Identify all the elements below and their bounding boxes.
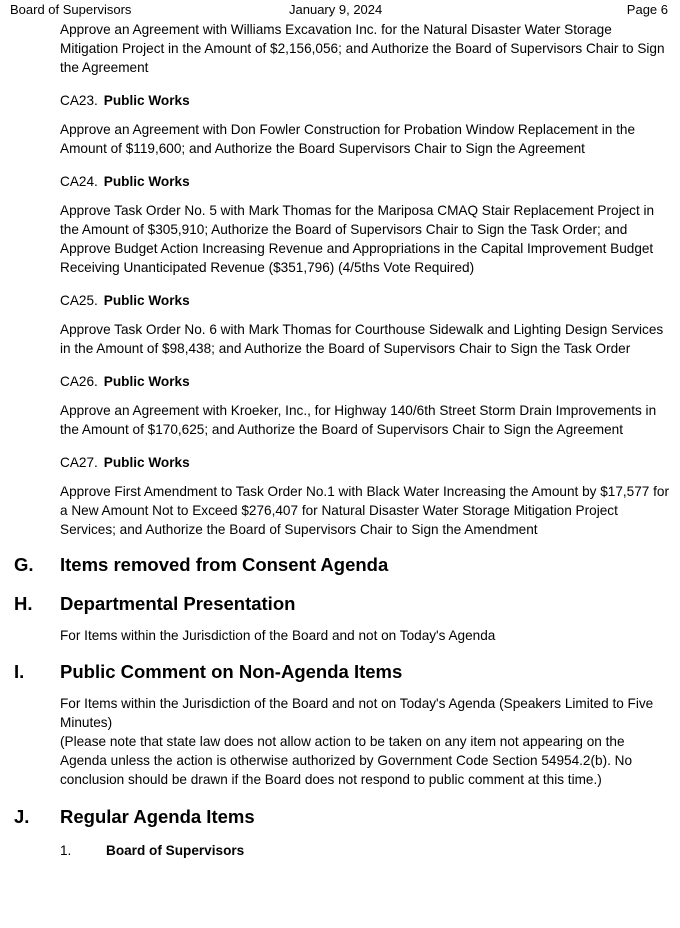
section-i-note: (Please note that state law does not allow action to be taken on any item not appearing on the Agenda unless the action is otherwise authorized by Government Code Section 54954.2(b). No conclusion should be drawn if the Board does not respond to public comment at this time.) [60,734,633,787]
item-department: Public Works [103,93,190,108]
consent-item-description: Approve Task Order No. 5 with Mark Thomas for the Mariposa CMAQ Stair Replacement Project in the Amount of $305,910; Authorize the Board of Supervisors Chair to Sign the Task Order; and Approve Budget Action Increasing Revenue and Appropriations in the Capital Improvement Budget Receiving Unanticipated Revenue ($351,796) (4/5ths Vote Required) [60,203,655,275]
item-department: Public Works [103,455,190,470]
consent-item-description: Approve First Amendment to Task Order No.1 with Black Water Increasing the Amount by $17,577 for a New Amount Not to Exceed $276,407 for Natural Disaster Water Storage Mitigation Project Services; and Authorize the Board of Supervisors Chair to Sign the Amendment [60,484,669,537]
consent-item-header [60,453,680,472]
section-j-heading [0,805,680,829]
item-department: Public Works [103,293,190,308]
item-department: Board of Supervisors [106,843,245,858]
section-h-description: For Items within the Jurisdiction of the Board and not on Today's Agenda [60,628,496,643]
section-title: Public Comment on Non-Agenda Items [60,661,403,682]
section-letter: J. [14,806,30,827]
consent-item-header [60,172,680,191]
consent-item-description: Approve an Agreement with Kroeker, Inc., for Highway 140/6th Street Storm Drain Improvements in the Amount of $170,625; and Authorize the Board of Supervisors Chair to Sign the Agreement [60,403,657,437]
item-number: CA27. [60,455,98,470]
page-header [10,2,670,18]
item-department: Public Works [103,374,190,389]
section-g-heading [0,553,680,577]
item-number: 1. [60,843,72,858]
regular-item-header [0,841,680,860]
consent-item-header [60,291,680,310]
section-letter: G. [14,554,34,575]
section-letter: H. [14,593,33,614]
item-number: CA24. [60,174,98,189]
section-i-description: For Items within the Jurisdiction of the Board and not on Today's Agenda (Speakers Limited to Five Minutes) [60,696,654,730]
consent-item-header [60,372,680,391]
section-title: Items removed from Consent Agenda [60,554,389,575]
consent-item-description: Approve Task Order No. 6 with Mark Thomas for Courthouse Sidewalk and Lighting Design Services in the Amount of $98,438; and Authorize the Board of Supervisors Chair to Sign the Task Order [60,322,664,356]
section-i-heading [0,660,680,684]
header-left: Board of Supervisors [10,2,132,17]
header-page-number: Page 6 [626,2,668,17]
consent-item-description: Approve an Agreement with Don Fowler Construction for Probation Window Replacement in the Amount of $119,600; and Authorize the Board Supervisors Chair to Sign the Agreement [60,122,636,156]
item-number: CA23. [60,93,98,108]
ca22-description: Approve an Agreement with Williams Excavation Inc. for the Natural Disaster Water Storage Mitigation Project in the Amount of $2,156,056; and Authorize the Board of Supervisors Chair to Sign the Agreement [60,22,665,75]
consent-item-header [60,91,680,110]
item-number: CA25. [60,293,98,308]
header-date: January 9, 2024 [289,2,383,17]
item-department: Public Works [103,174,190,189]
section-h-heading [0,592,680,616]
agenda-content [0,20,680,860]
item-number: CA26. [60,374,98,389]
section-title: Departmental Presentation [60,593,296,614]
section-title: Regular Agenda Items [60,806,255,827]
section-letter: I. [14,661,25,682]
